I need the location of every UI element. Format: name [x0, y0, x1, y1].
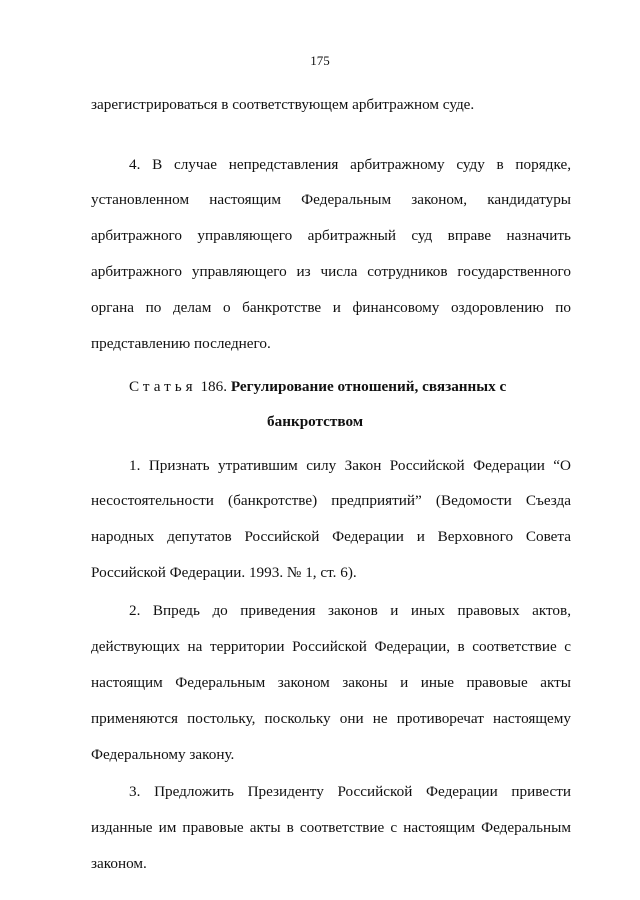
item-3-line: изданные им правовые акты в соответствие с настоящим Федеральным	[91, 819, 571, 836]
item-2-line: действующих на территории Российской Федерации, в соответствие с	[91, 638, 571, 655]
article-number: 186.	[200, 378, 228, 395]
item-2-line: 2. Впредь до приведения законов и иных правовых актов,	[129, 602, 571, 619]
article-title: Регулирование отношений, связанных с	[230, 378, 507, 395]
item-2-line: настоящим Федеральным законом законы и иные правовые акты	[91, 674, 571, 691]
item-3-line: 3. Предложить Президенту Российской Федерации привести	[129, 783, 571, 800]
article-title-continued: банкротством	[267, 413, 364, 430]
text-line: зарегистрироваться в соответствующем арбитражном суде.	[91, 96, 475, 113]
page-number: 175	[310, 53, 330, 68]
paragraph-4-line: 4. В случае непредставления арбитражному суду в порядке,	[129, 156, 571, 173]
article-heading	[129, 379, 506, 394]
item-1-line: народных депутатов Российской Федерации и Верховного Совета	[91, 528, 571, 545]
item-2-line: Федеральному закону.	[91, 746, 235, 763]
item-1-line: Российской Федерации. 1993. № 1, ст. 6).	[91, 564, 357, 581]
paragraph-4-line: арбитражного управляющего арбитражный суд вправе назначить	[91, 227, 571, 244]
article-label: Статья	[129, 378, 197, 395]
item-2-line: применяются постольку, поскольку они не противоречат настоящему	[91, 710, 571, 727]
paragraph-4-line: представлению последнего.	[91, 335, 271, 352]
item-3-line: законом.	[91, 855, 147, 872]
paragraph-4-line: установленном настоящим Федеральным законом, кандидатуры	[91, 191, 571, 208]
paragraph-4-line: арбитражного управляющего из числа сотрудников государственного	[91, 263, 571, 280]
paragraph-4-line: органа по делам о банкротстве и финансовому оздоровлению по	[91, 299, 571, 316]
item-1-line: несостоятельности (банкротстве) предприятий” (Ведомости Съезда	[91, 492, 571, 509]
item-1-line: 1. Признать утратившим силу Закон Российской Федерации “О	[129, 457, 571, 474]
